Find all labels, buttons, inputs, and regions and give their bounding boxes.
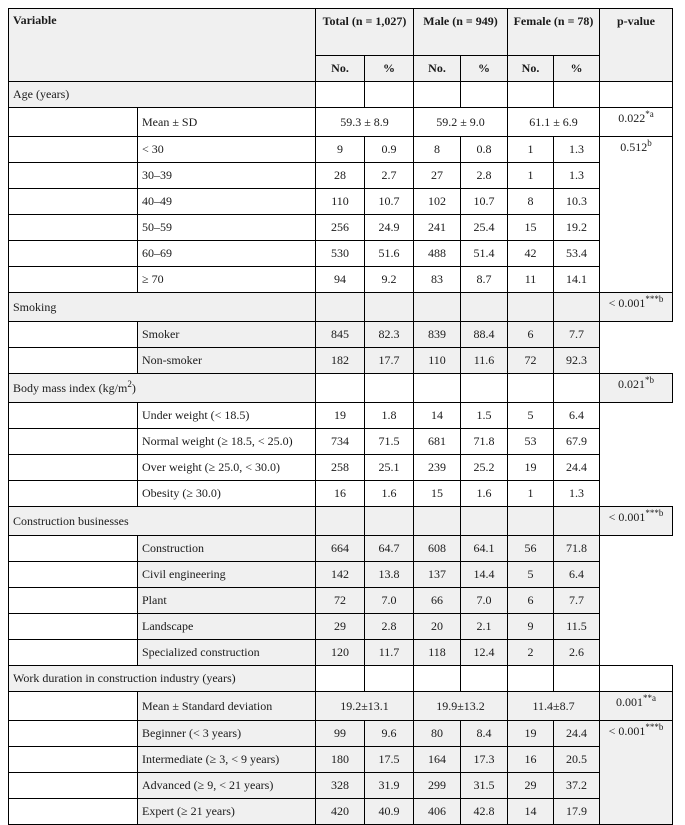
- table-row: [9, 747, 673, 773]
- cell-f-pct: 1.3: [554, 163, 600, 189]
- cell-t-no: 120: [316, 640, 365, 666]
- cell-f-no: 19: [508, 721, 554, 747]
- row-label: 30–39: [138, 163, 316, 189]
- cell-m-pct: 17.3: [461, 747, 508, 773]
- cell-m-pct: 42.8: [461, 799, 508, 825]
- cell-m-no: 14: [414, 403, 461, 429]
- cell-m-no: 83: [414, 267, 461, 293]
- cell-m-no: 137: [414, 562, 461, 588]
- cell-m-no: 15: [414, 481, 461, 507]
- section-title: Age (years): [9, 82, 316, 108]
- cell-t-no: 845: [316, 322, 365, 348]
- cell-t-pct: 82.3: [365, 322, 414, 348]
- row-indent: [9, 536, 138, 562]
- cell-t-no: 734: [316, 429, 365, 455]
- cell-f-no: 6: [508, 322, 554, 348]
- cell-f-no: 5: [508, 562, 554, 588]
- row-indent: [9, 215, 138, 241]
- cell-t-pct: 71.5: [365, 429, 414, 455]
- cell-f-pct: 6.4: [554, 403, 600, 429]
- cell-f-pct: 7.7: [554, 322, 600, 348]
- table-row: [9, 536, 673, 562]
- table-row: [9, 588, 673, 614]
- cell-t-pct: 40.9: [365, 799, 414, 825]
- table-row: [9, 108, 673, 137]
- cell-m-pct: 2.1: [461, 614, 508, 640]
- section-bmi: [9, 374, 673, 403]
- mean-total: 59.3 ± 8.9: [316, 108, 414, 137]
- cell-f-no: 16: [508, 747, 554, 773]
- cell-f-pct: 20.5: [554, 747, 600, 773]
- cell-m-no: 681: [414, 429, 461, 455]
- row-label: Construction: [138, 536, 316, 562]
- table-row: [9, 322, 673, 348]
- cell-f-no: 42: [508, 241, 554, 267]
- cell-t-pct: 10.7: [365, 189, 414, 215]
- cell-t-no: 180: [316, 747, 365, 773]
- section-title: Construction businesses: [9, 507, 316, 536]
- cell-t-pct: 0.9: [365, 137, 414, 163]
- section-title: Smoking: [9, 293, 316, 322]
- table-row: [9, 267, 673, 293]
- cell-t-no: 16: [316, 481, 365, 507]
- cell-t-pct: 9.2: [365, 267, 414, 293]
- table-row: [9, 163, 673, 189]
- cell-f-no: 19: [508, 455, 554, 481]
- row-label: Non-smoker: [138, 348, 316, 374]
- cell-f-no: 1: [508, 163, 554, 189]
- cell-m-no: 66: [414, 588, 461, 614]
- p-value: < $0.001^{***b}$: [600, 721, 673, 825]
- cell-t-no: 29: [316, 614, 365, 640]
- cell-f-no: 1: [508, 481, 554, 507]
- cell-t-pct: 51.6: [365, 241, 414, 267]
- cell-f-no: 14: [508, 799, 554, 825]
- cell-t-pct: 13.8: [365, 562, 414, 588]
- cell-f-pct: 37.2: [554, 773, 600, 799]
- cell-t-no: 258: [316, 455, 365, 481]
- cell-t-pct: 17.5: [365, 747, 414, 773]
- table-row: [9, 799, 673, 825]
- cell-m-no: 406: [414, 799, 461, 825]
- row-label: Intermediate (≥ 3, < 9 years): [138, 747, 316, 773]
- cell-m-pct: 1.5: [461, 403, 508, 429]
- row-label: Civil engineering: [138, 562, 316, 588]
- row-indent: [9, 348, 138, 374]
- cell-m-pct: 31.5: [461, 773, 508, 799]
- cell-m-pct: 88.4: [461, 322, 508, 348]
- table-row: [9, 189, 673, 215]
- row-indent: [9, 481, 138, 507]
- row-label: Specialized construction: [138, 640, 316, 666]
- cell-m-pct: 8.4: [461, 721, 508, 747]
- section-title: Work duration in construction industry (years): [9, 666, 316, 692]
- header-male-no: No.: [414, 56, 461, 82]
- p-value: 0.022$^{*a}$: [600, 108, 673, 137]
- row-indent: [9, 137, 138, 163]
- section-work: [9, 666, 673, 692]
- cell-f-pct: 92.3: [554, 348, 600, 374]
- p-value: 0.512$^b$: [600, 137, 673, 293]
- table-row: [9, 773, 673, 799]
- row-label: Under weight (< 18.5): [138, 403, 316, 429]
- cell-t-no: 110: [316, 189, 365, 215]
- table-row: [9, 481, 673, 507]
- mean-female: 11.4±8.7: [508, 692, 600, 721]
- cell-t-no: 142: [316, 562, 365, 588]
- row-label: Mean ± SD: [138, 108, 316, 137]
- row-indent: [9, 614, 138, 640]
- header-female: Female (n = 78): [508, 9, 600, 56]
- cell-m-no: 102: [414, 189, 461, 215]
- section-age: [9, 82, 673, 108]
- header-male-pct: %: [461, 56, 508, 82]
- cell-m-pct: 51.4: [461, 241, 508, 267]
- cell-f-pct: 2.6: [554, 640, 600, 666]
- cell-t-pct: 7.0: [365, 588, 414, 614]
- cell-t-pct: 1.8: [365, 403, 414, 429]
- cell-t-no: 28: [316, 163, 365, 189]
- row-indent: [9, 562, 138, 588]
- p-value: < $0.001^{***b}$: [600, 507, 673, 536]
- row-label: 50–59: [138, 215, 316, 241]
- cell-m-no: 239: [414, 455, 461, 481]
- cell-t-no: 664: [316, 536, 365, 562]
- header-total-pct: %: [365, 56, 414, 82]
- cell-t-no: 530: [316, 241, 365, 267]
- cell-f-no: 6: [508, 588, 554, 614]
- cell-t-pct: 24.9: [365, 215, 414, 241]
- row-label: Over weight (≥ 25.0, < 30.0): [138, 455, 316, 481]
- table-row: [9, 348, 673, 374]
- cell-f-pct: 17.9: [554, 799, 600, 825]
- row-indent: [9, 403, 138, 429]
- cell-t-pct: 31.9: [365, 773, 414, 799]
- cell-m-no: 839: [414, 322, 461, 348]
- cell-m-pct: 25.4: [461, 215, 508, 241]
- cell-m-no: 608: [414, 536, 461, 562]
- header-female-pct: %: [554, 56, 600, 82]
- cell-t-no: 19: [316, 403, 365, 429]
- cell-t-pct: 2.8: [365, 614, 414, 640]
- row-label: Mean ± Standard deviation: [138, 692, 316, 721]
- header-male: Male (n = 949): [414, 9, 508, 56]
- row-indent: [9, 721, 138, 747]
- cell-m-pct: 64.1: [461, 536, 508, 562]
- cell-f-no: 56: [508, 536, 554, 562]
- cell-m-no: 110: [414, 348, 461, 374]
- cell-f-no: 15: [508, 215, 554, 241]
- mean-male: 19.9±13.2: [414, 692, 508, 721]
- header-total-no: No.: [316, 56, 365, 82]
- row-label: 60–69: [138, 241, 316, 267]
- row-indent: [9, 322, 138, 348]
- cell-m-no: 27: [414, 163, 461, 189]
- section-title: Body mass index $(kg/m^2)$: [9, 374, 316, 403]
- cell-m-pct: 71.8: [461, 429, 508, 455]
- header-pvalue: p-value: [600, 9, 673, 82]
- cell-f-pct: 10.3: [554, 189, 600, 215]
- cell-t-no: 9: [316, 137, 365, 163]
- row-label: Expert (≥ 21 years): [138, 799, 316, 825]
- cell-m-no: 20: [414, 614, 461, 640]
- row-label: Beginner (< 3 years): [138, 721, 316, 747]
- cell-f-pct: 1.3: [554, 481, 600, 507]
- cell-m-pct: 11.6: [461, 348, 508, 374]
- header-variable: Variable: [9, 9, 316, 82]
- row-label: Advanced (≥ 9, < 21 years): [138, 773, 316, 799]
- cell-m-pct: 8.7: [461, 267, 508, 293]
- header-total: Total (n = 1,027): [316, 9, 414, 56]
- cell-t-pct: 25.1: [365, 455, 414, 481]
- cell-m-pct: 25.2: [461, 455, 508, 481]
- row-indent: [9, 455, 138, 481]
- row-indent: [9, 747, 138, 773]
- cell-f-pct: 6.4: [554, 562, 600, 588]
- cell-m-no: 299: [414, 773, 461, 799]
- cell-m-pct: 2.8: [461, 163, 508, 189]
- cell-f-pct: 67.9: [554, 429, 600, 455]
- cell-f-no: 29: [508, 773, 554, 799]
- cell-f-pct: 24.4: [554, 721, 600, 747]
- cell-f-pct: 11.5: [554, 614, 600, 640]
- table-row: [9, 562, 673, 588]
- row-label: 40–49: [138, 189, 316, 215]
- row-label: Plant: [138, 588, 316, 614]
- row-label: < 30: [138, 137, 316, 163]
- row-label: ≥ 70: [138, 267, 316, 293]
- cell-m-no: 488: [414, 241, 461, 267]
- cell-t-no: 94: [316, 267, 365, 293]
- cell-f-pct: 7.7: [554, 588, 600, 614]
- cell-m-pct: 0.8: [461, 137, 508, 163]
- row-indent: [9, 267, 138, 293]
- cell-f-no: 9: [508, 614, 554, 640]
- header-female-no: No.: [508, 56, 554, 82]
- cell-f-no: 2: [508, 640, 554, 666]
- row-indent: [9, 640, 138, 666]
- table-row: [9, 692, 673, 721]
- mean-female: 61.1 ± 6.9: [508, 108, 600, 137]
- table-row: [9, 241, 673, 267]
- row-indent: [9, 799, 138, 825]
- cell-m-no: 118: [414, 640, 461, 666]
- data-table: [8, 8, 673, 825]
- table-row: [9, 215, 673, 241]
- row-label: Obesity (≥ 30.0): [138, 481, 316, 507]
- row-indent: [9, 241, 138, 267]
- cell-t-no: 182: [316, 348, 365, 374]
- cell-m-no: 164: [414, 747, 461, 773]
- cell-t-pct: 17.7: [365, 348, 414, 374]
- cell-t-pct: 9.6: [365, 721, 414, 747]
- row-indent: [9, 773, 138, 799]
- cell-m-pct: 7.0: [461, 588, 508, 614]
- cell-t-no: 328: [316, 773, 365, 799]
- cell-f-pct: 71.8: [554, 536, 600, 562]
- cell-t-no: 99: [316, 721, 365, 747]
- row-indent: [9, 163, 138, 189]
- table-row: [9, 721, 673, 747]
- table-row: [9, 614, 673, 640]
- table-row: [9, 429, 673, 455]
- cell-m-no: 8: [414, 137, 461, 163]
- row-label: Smoker: [138, 322, 316, 348]
- cell-f-no: 8: [508, 189, 554, 215]
- cell-m-pct: 1.6: [461, 481, 508, 507]
- cell-f-pct: 24.4: [554, 455, 600, 481]
- p-value: 0.021$^{*b}$: [600, 374, 673, 403]
- p-value: 0.001$^{**a}$: [600, 692, 673, 721]
- cell-f-pct: 14.1: [554, 267, 600, 293]
- cell-t-no: 72: [316, 588, 365, 614]
- cell-f-no: 72: [508, 348, 554, 374]
- section-construction: [9, 507, 673, 536]
- header-row: [9, 9, 673, 56]
- table-row: [9, 640, 673, 666]
- cell-m-pct: 12.4: [461, 640, 508, 666]
- p-value: < $0.001^{***b}$: [600, 293, 673, 322]
- mean-total: 19.2±13.1: [316, 692, 414, 721]
- mean-male: 59.2 ± 9.0: [414, 108, 508, 137]
- cell-f-pct: 53.4: [554, 241, 600, 267]
- cell-m-no: 80: [414, 721, 461, 747]
- cell-m-no: 241: [414, 215, 461, 241]
- row-indent: [9, 429, 138, 455]
- section-smoking: [9, 293, 673, 322]
- cell-f-no: 1: [508, 137, 554, 163]
- row-indent: [9, 588, 138, 614]
- row-label: Normal weight (≥ 18.5, < 25.0): [138, 429, 316, 455]
- row-indent: [9, 189, 138, 215]
- cell-t-pct: 2.7: [365, 163, 414, 189]
- cell-t-pct: 11.7: [365, 640, 414, 666]
- cell-m-pct: 14.4: [461, 562, 508, 588]
- cell-m-pct: 10.7: [461, 189, 508, 215]
- table-row: [9, 403, 673, 429]
- table-row: [9, 137, 673, 163]
- cell-t-no: 256: [316, 215, 365, 241]
- cell-f-pct: 1.3: [554, 137, 600, 163]
- cell-t-pct: 1.6: [365, 481, 414, 507]
- cell-f-no: 53: [508, 429, 554, 455]
- cell-f-no: 11: [508, 267, 554, 293]
- cell-f-no: 5: [508, 403, 554, 429]
- table-row: [9, 455, 673, 481]
- cell-f-pct: 19.2: [554, 215, 600, 241]
- cell-t-pct: 64.7: [365, 536, 414, 562]
- row-label: Landscape: [138, 614, 316, 640]
- cell-t-no: 420: [316, 799, 365, 825]
